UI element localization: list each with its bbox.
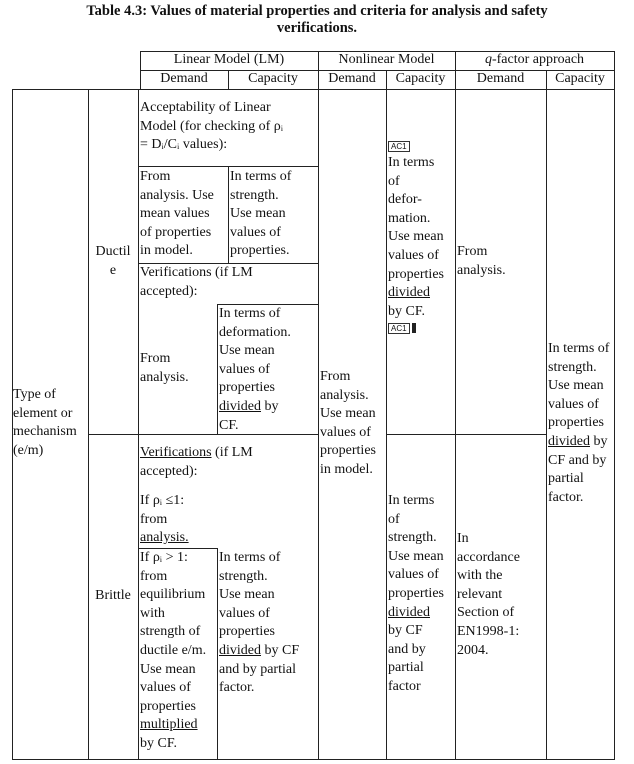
- grid-line: [138, 89, 139, 759]
- grid-line: [614, 51, 615, 759]
- header-linear-model: Linear Model (LM): [173, 52, 285, 67]
- ac1-open-tag: AC1: [388, 141, 410, 152]
- header-q-letter: q: [484, 52, 492, 67]
- ductile-label: Ductil e: [95, 244, 131, 278]
- header-q-capacity: Capacity: [555, 71, 605, 86]
- table-caption: [0, 3, 634, 37]
- header-q-rest: -factor approach: [491, 52, 585, 67]
- brittle-q-demand: In accordance with the relevant Section of EN1998-1: 2004.: [457, 531, 520, 658]
- grid-line: [318, 51, 319, 759]
- ductile-nlm-capacity: AC1 In terms of defor- mation. Use mean values of properties divided by CF. AC1: [388, 142, 444, 333]
- brittle-label: Brittle: [95, 588, 131, 603]
- brittle-case-rho-gt-1: If ρᵢ > 1: from equilibrium with strength of ductile e/m. Use mean values of properties multiplied by CF.: [140, 550, 207, 751]
- header-q-demand: Demand: [476, 71, 525, 86]
- ductile-verif-capacity: In terms of deformation. Use mean values of properties divided by CF.: [219, 306, 291, 433]
- header-nlm-capacity: Capacity: [395, 71, 446, 86]
- header-q-factor: [455, 51, 614, 70]
- ac1-close-tag: AC1: [388, 323, 410, 334]
- row-label-type-of-element: Type of element or mechanism (e/m): [13, 387, 77, 458]
- ductile-lm-demand: From analysis. Use mean values of properties in model.: [140, 169, 214, 259]
- header-lm-capacity: Capacity: [248, 71, 298, 86]
- grid-line: [386, 70, 387, 759]
- grid-line: [217, 304, 218, 434]
- ac1-close-bar: [412, 323, 416, 333]
- grid-line: [12, 759, 615, 760]
- ductile-q-demand: From analysis.: [457, 244, 506, 278]
- grid-line: [546, 70, 547, 759]
- ductile-lm-capacity: In terms of strength. Use mean values of properties.: [230, 169, 292, 259]
- header-lm-demand: Demand: [160, 71, 208, 86]
- header-nlm-demand: Demand: [328, 71, 376, 86]
- ductile-verifications-text: Verifications (if LM accepted):: [140, 265, 253, 299]
- nlm-demand: From analysis. Use mean values of properties in model.: [320, 369, 376, 477]
- brittle-case-rho-le-1: If ρᵢ ≤1: from analysis.: [140, 493, 189, 546]
- grid-line: [12, 89, 615, 90]
- brittle-nlm-capacity: In terms of strength. Use mean values of properties divided by CF and by partial factor: [388, 493, 444, 694]
- caption-line-2: verifications.: [276, 20, 358, 36]
- grid-line: [88, 89, 89, 759]
- grid-line: [386, 434, 546, 435]
- ductile-verif-demand: From analysis.: [140, 351, 189, 385]
- header-nonlinear-model: Nonlinear Model: [338, 52, 435, 67]
- q-capacity: In terms of strength. Use mean values of properties divided by CF and by partial factor.: [548, 341, 610, 505]
- grid-line: [455, 51, 456, 759]
- caption-line-1: Table 4.3: Values of material properties and criteria for analysis and safety: [86, 3, 548, 19]
- brittle-lm-capacity: In terms of strength. Use mean values of properties divided by CF and by partial factor.: [219, 550, 300, 696]
- grid-line: [228, 166, 229, 263]
- ductile-acceptability-text: Acceptability of Linear Model (for checking of ρᵢ = Dᵢ/Cᵢ values):: [140, 100, 284, 153]
- brittle-verifications-text: Verifications (if LM accepted):: [140, 445, 253, 479]
- grid-line: [217, 548, 218, 759]
